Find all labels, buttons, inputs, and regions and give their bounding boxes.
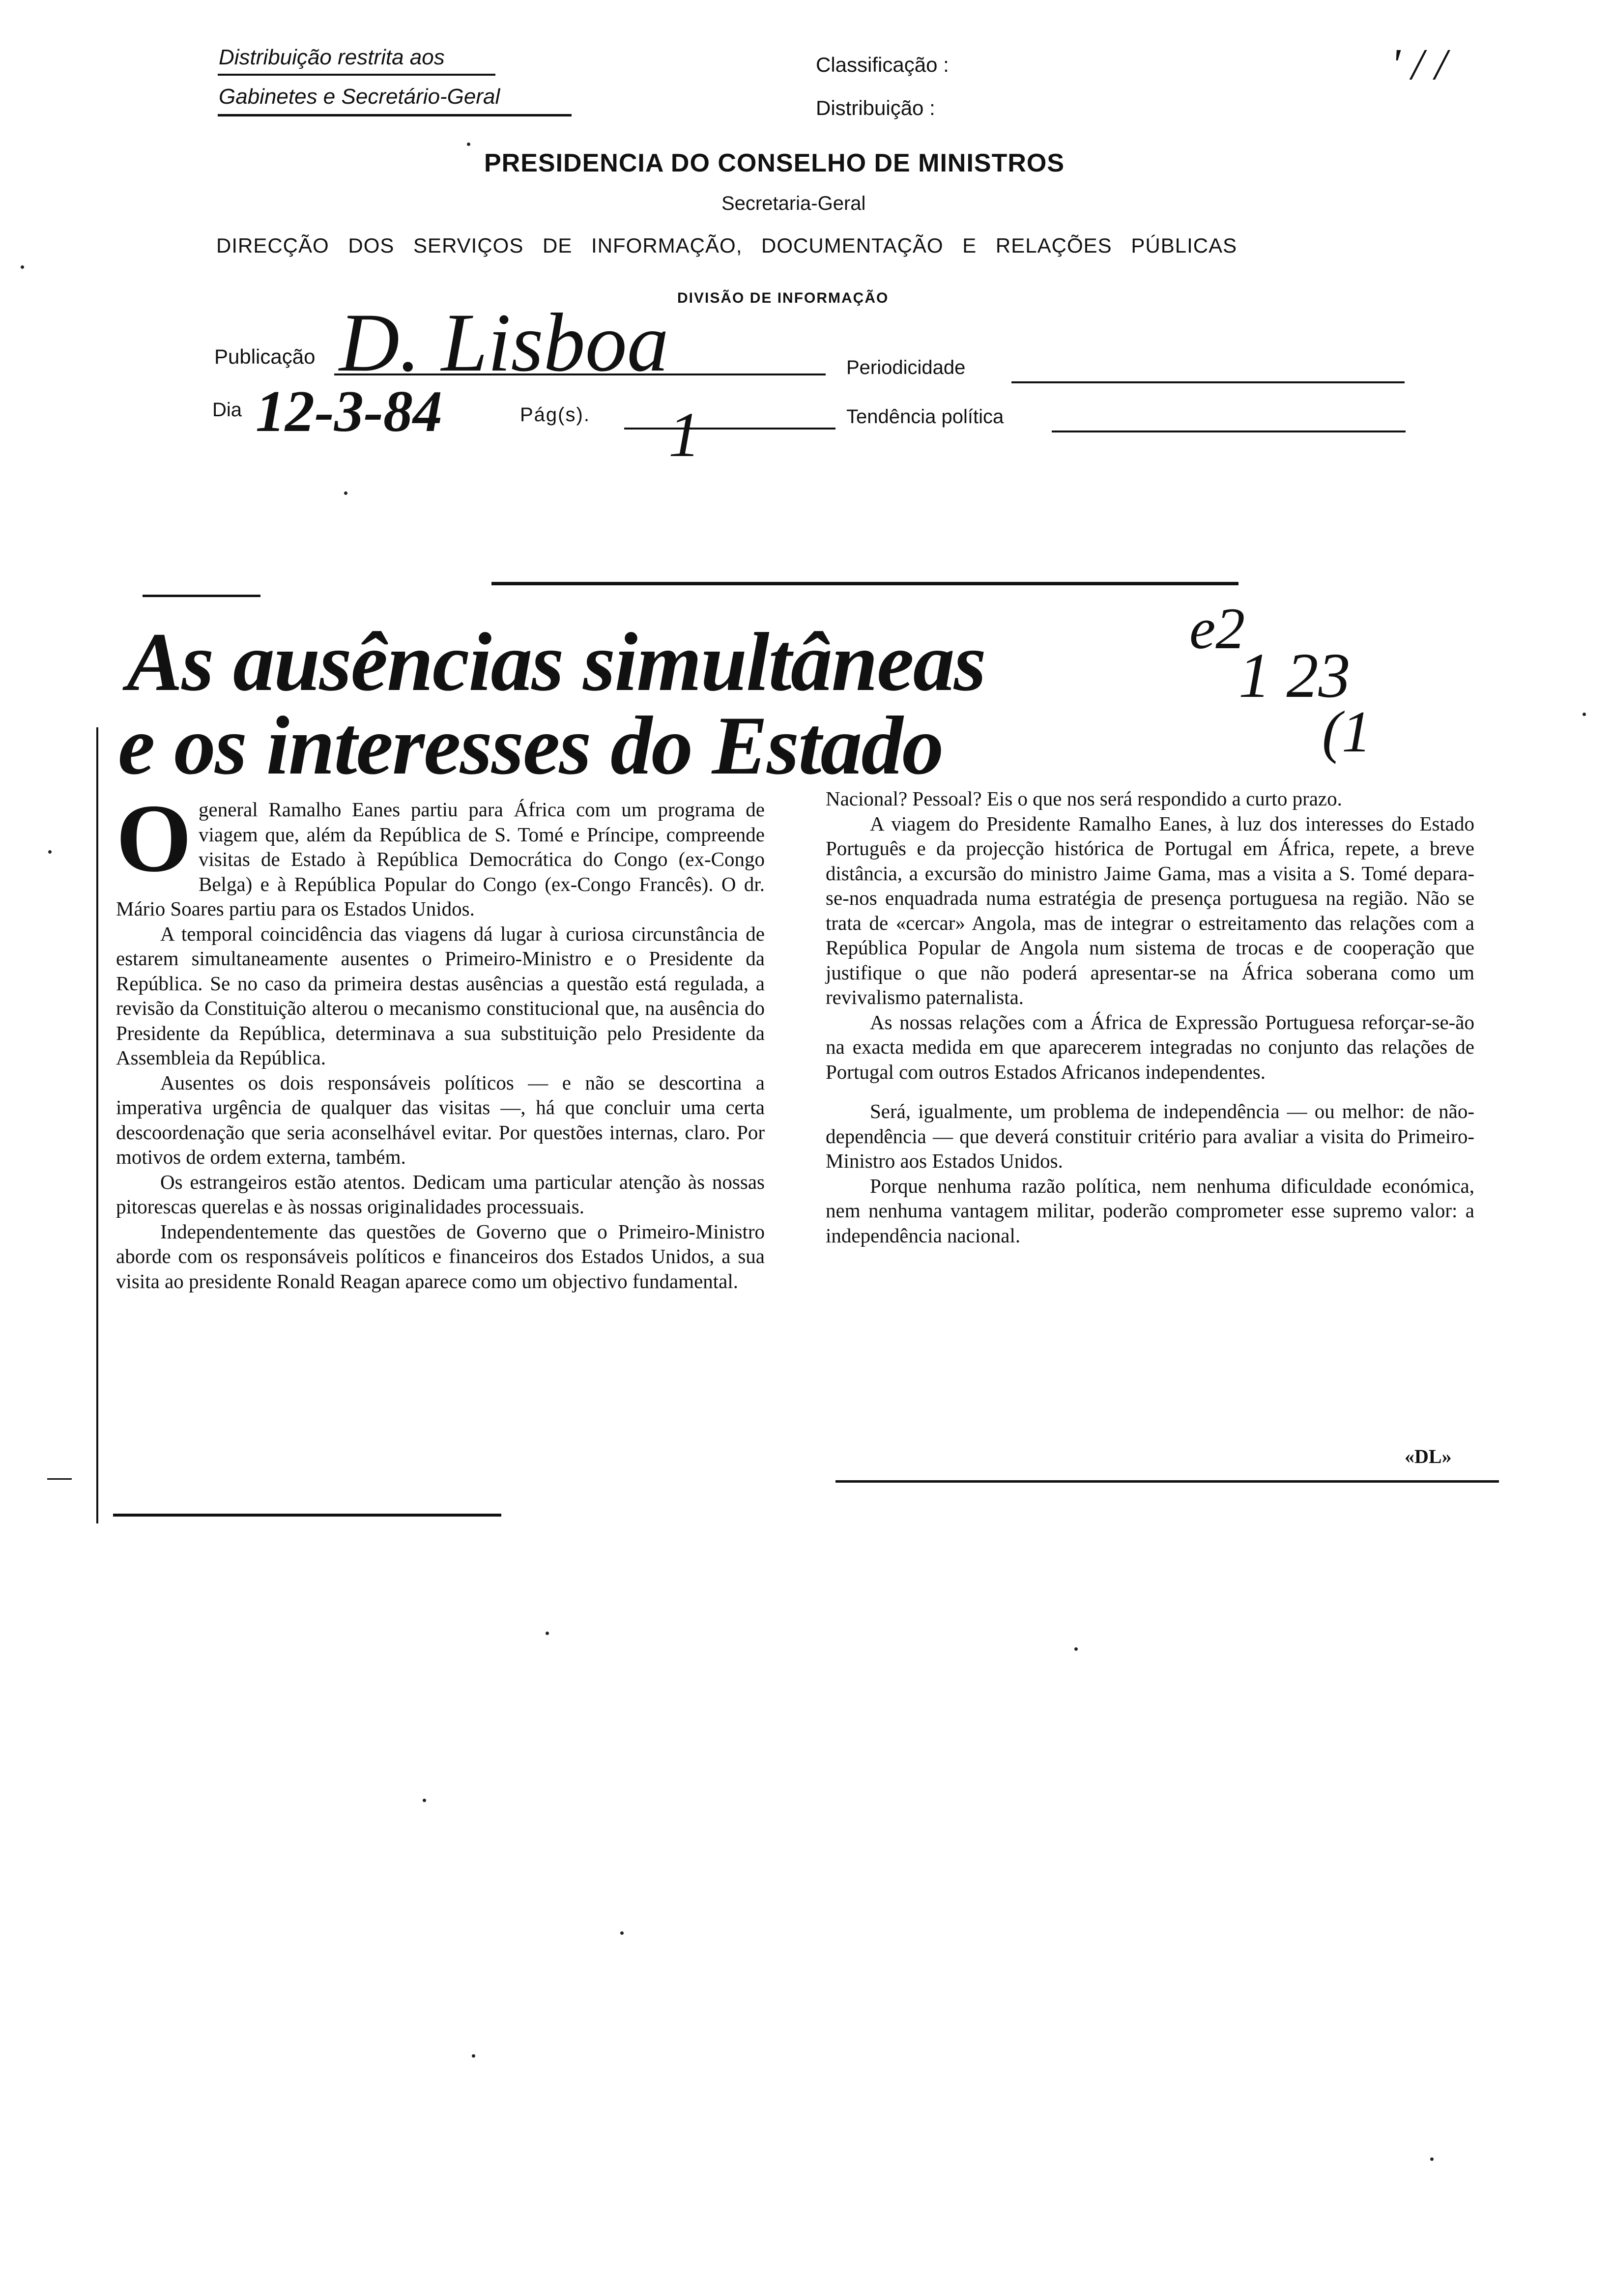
pages-field [624,428,835,430]
margin-handwritten-note-1: e2 [1189,596,1245,661]
restricted-distribution-line-1: Distribuição restrita aos [219,45,445,69]
org-subtitle: Secretaria-Geral [721,193,866,214]
org-title: PRESIDENCIA DO CONSELHO DE MINISTROS [484,149,1065,177]
scan-speck [344,491,347,495]
article-left-paragraph-1 [116,784,765,921]
article-left-paragraph-2: A temporal coincidência das viagens dá lugar à curiosa circunstância de estarem simultaneamente ausentes o Primeiro-Ministro e o Presidente da República. Se no caso da primeira destas ausências a questão está regulada, a revisão da Constituição alterou o mecanismo constitucional que, na ausência do Presidente da República, determinava a sua substituição pelo Presidente da Assembleia da República. [116,922,765,1069]
article-right-paragraph-2: A viagem do Presidente Ramalho Eanes, à luz dos interesses do Estado Português e da projecção histórica de Portugal em África, repete, a breve distância, a excursão do ministro Jaime Gama, mas a visita a S. Tomé depara-se-nos enquadrada numa estratégia de presença portuguesa na região. Não se trata de «cercar» Angola, mas de integrar o estreitamento das relações com a República Popular de Angola num sistema de trocas e de cooperação que justifique o que não poderá apresentar-se na África soberana como um revivalismo paternalista. [826,812,1474,1008]
margin-dash [47,1478,72,1480]
scan-speck [1430,2157,1434,2161]
pages-label: Pág(s). [520,404,590,426]
classification-label: Classificação : [816,53,949,76]
article-right-paragraph-1: Nacional? Pessoal? Eis o que nos será respondido a curto prazo. [826,787,1342,810]
scan-speck [1583,713,1586,716]
article-right-paragraph-4: Será, igualmente, um problema de independência — ou melhor: de não-dependência — que deverá constituir critério para avaliar a visita do Primeiro-Ministro aos Estados Unidos. [826,1100,1474,1172]
headline-top-rule-left [143,595,260,597]
scan-speck [467,143,470,146]
restricted-underline-1 [218,74,495,76]
article-signature: «DL» [1405,1445,1452,1467]
article-left-paragraph-1-text: general Ramalho Eanes partiu para África com um programa de viagem que, além da República de S. Tomé e Príncipe, compreende visitas de Estado à República Democrática do Congo (ex-Congo Belga) e à República Popular do Congo (ex-Congo Francês). O dr. Mário Soares partiu para os Estados Unidos. [116,798,765,920]
scan-speck [423,1799,426,1802]
pages-handwritten-value: 1 [668,400,700,470]
scan-speck [472,2054,475,2058]
headline-line-1: As ausências simultâneas [127,616,985,708]
margin-handwritten-note-3: (1 [1322,699,1371,764]
article-left-paragraph-3: Ausentes os dois responsáveis políticos — e não se descortina a imperativa urgência de qualquer das visitas —, há que concluir uma certa descoordenação que seria aconselhável evitar. Por questões internas, claro. Por motivos de ordem externa, também. [116,1071,765,1168]
publication-handwritten-value: D. Lisboa [339,296,669,389]
scan-speck [21,265,24,269]
tendency-label: Tendência política [846,406,1004,428]
article-right-paragraph-3: As nossas relações com a África de Expressão Portuguesa reforçar-se-ão na exacta medida em que aparecerem integradas no conjunto das relações de Portugal com outros Estados Africanos independentes. [826,1010,1474,1083]
scan-speck [620,1931,624,1935]
headline-top-rule-right [491,582,1238,585]
scan-speck [546,1632,549,1635]
margin-handwritten-note-2: 1 23 [1238,640,1351,711]
article-bottom-rule-right [835,1480,1499,1483]
article-left-column [116,784,765,1293]
article-left-paragraph-5: Independentemente das questões de Governo que o Primeiro-Ministro aborde com os responsáveis políticos e financeiros dos Estados Unidos, a sua visita ao presidente Ronald Reagan aparece como um objectivo fundamental. [116,1220,765,1292]
article-left-border [96,727,98,1523]
periodicity-field [1011,381,1405,383]
corner-handwritten-mark: ' / / [1391,40,1447,89]
division-line: DIVISÃO DE INFORMAÇÃO [677,290,889,306]
distribution-label: Distribuição : [816,96,935,119]
day-label: Dia [212,399,242,421]
article-left-paragraph-4: Os estrangeiros estão atentos. Dedicam uma particular atenção às nossas pitorescas querelas e às nossas originalidades processuais. [116,1170,765,1218]
publication-label: Publicação [214,345,316,368]
scan-speck [48,850,52,854]
article-right-paragraph-5: Porque nenhuma razão política, nem nenhuma dificuldade económica, nem nenhuma vantagem militar, poderão comprometer esse supremo valor: a independência nacional. [826,1174,1474,1247]
headline-line-2: e os interesses do Estado [118,699,943,792]
directorate-line: DIRECÇÃO DOS SERVIÇOS DE INFORMAÇÃO, DOCUMENTAÇÃO E RELAÇÕES PÚBLICAS [216,234,1238,257]
article-right-column [826,786,1474,1248]
tendency-field [1052,430,1406,432]
day-handwritten-value: 12-3-84 [256,378,442,444]
periodicity-label: Periodicidade [846,357,966,378]
drop-cap: O [116,784,192,892]
scan-speck [1074,1647,1078,1651]
article-bottom-rule-left [113,1514,501,1517]
restricted-distribution-line-2: Gabinetes e Secretário-Geral [219,85,500,109]
restricted-underline-2 [218,114,572,116]
